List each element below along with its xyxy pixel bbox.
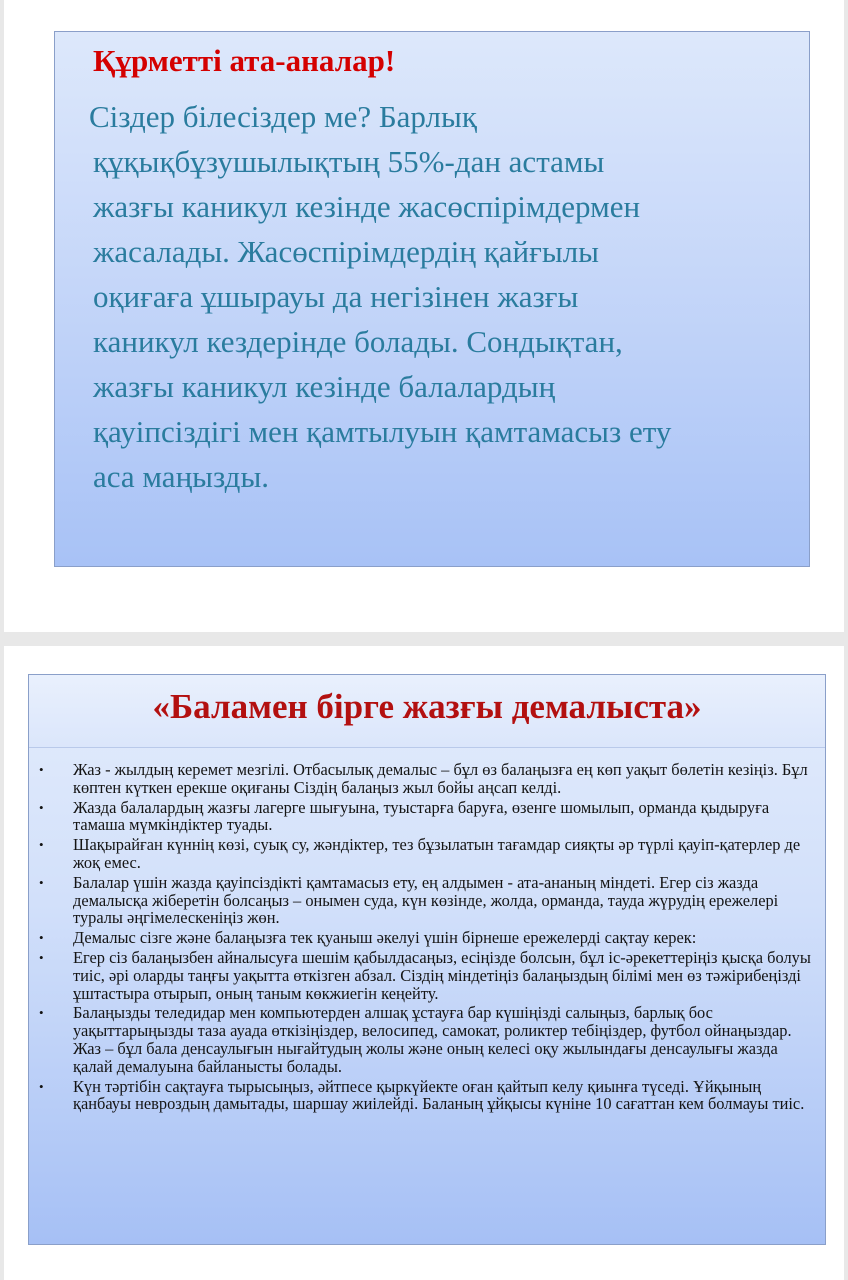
intro-line: Сіздер білесіздер ме? Барлық	[89, 99, 477, 134]
bullet-icon: •	[39, 1005, 44, 1021]
bullet-icon: •	[39, 874, 44, 890]
list-item-text: Егер сіз балаңызбен айналысуға шешім қабылдасаңыз, есіңізде болсын, бұл іс-әрекеттеріңіз қысқа болуы тиіс, әрі оларды таңғы уақытта өткізген абзал. Сіздің міндетіңіз балаңыздың білімі мен өз тәжірибеңізді ұштастыра отырып, оның таным көкжиегін кеңейту.	[73, 947, 811, 1003]
bullet-icon: •	[39, 1078, 44, 1094]
intro-line: аса маңызды.	[93, 459, 270, 494]
slide-summer-rest	[28, 674, 826, 1245]
intro-line: жазғы каникул кезінде балалардың	[93, 369, 556, 404]
list-item-text: Балалар үшін жазда қауіпсіздікті қамтамасыз ету, ең алдымен - ата-ананың міндеті. Егер сіз жазда демалысқа жіберетін болсаңыз – онымен суда, күн көзінде, жолда, орманда, тауда жүрудің ережелері туралы әңгімелескеніңіз жөн.	[73, 872, 779, 928]
intro-line: жасалады. Жасөспірімдердің қайғылы	[93, 234, 599, 269]
intro-line: құқықбұзушылықтың 55%-дан астамы	[93, 144, 605, 179]
list-item	[29, 929, 825, 947]
list-item-text: Жаз - жылдың керемет мезгілі. Отбасылық демалыс – бұл өз балаңызға ең көп уақыт бөлетін кезіңіз. Бұл көптен күткен ерекше оқиғаны Сіздің балаңыз жыл бойы аңсап келді.	[73, 760, 808, 797]
bullet-icon: •	[39, 837, 44, 853]
list-item	[29, 761, 825, 797]
list-item	[29, 1078, 825, 1114]
list-item-text: Шақырайған күннің көзі, суық су, жәндіктер, тез бұзылатын тағамдар сияқты әр түрлі қауіп-қатерлер де жоқ емес.	[73, 835, 801, 872]
list-item-text: Демалыс сізге және балаңызға тек қуаныш әкелуі үшін бірнеше ережелерді сақтау керек:	[73, 928, 697, 948]
page-2	[4, 646, 844, 1280]
intro-line: қауіпсіздігі мен қамтылуын қамтамасыз ету	[93, 414, 672, 449]
bullet-icon: •	[39, 799, 44, 815]
list-item-text: Жазда балалардың жазғы лагерге шығуына, туыстарға баруға, өзенге шомылып, орманда қыдыруға тамаша мүмкіндіктер туады.	[73, 797, 770, 835]
bullet-icon: •	[39, 930, 44, 946]
slide-title: «Баламен бірге жазғы демалыста»	[152, 687, 702, 726]
list-item	[29, 874, 825, 927]
list-item-text: Балаңызды теледидар мен компьютерден алшақ ұстауға бар күшіңізді салыңыз, барлық бос уақыттарыңызды таза ауада өткізіңіздер, велосипед, самокат, роликтер тебіңіздер, футбол ойнаңыздар. Жаз – бұл бала денсаулығын нығайтудың жолы және оның келесі оқу жылындағы денсаулығы жазда қалай демалуына байланысты болады.	[73, 1003, 792, 1076]
list-item	[29, 949, 825, 1002]
slide-parents-notice	[54, 31, 810, 567]
bullet-icon: •	[39, 762, 44, 777]
intro-paragraph	[89, 94, 805, 499]
intro-line: каникул кездерінде болады. Сондықтан,	[93, 324, 623, 359]
advice-list	[29, 761, 825, 1115]
list-item	[29, 799, 825, 835]
greeting-heading: Құрметті ата-аналар!	[93, 43, 396, 78]
list-item-text: Күн тәртібін сақтауға тырысыңыз, әйтпесе қыркүйекте оған қайтып келу қиынға түседі. Ұйқының қанбауы невроздың дамытады, шаршау жиілейді. Баланың ұйқысы күніне 10 сағаттан кем болмауы тиіс.	[73, 1076, 805, 1114]
list-item	[29, 1004, 825, 1075]
list-item	[29, 836, 825, 872]
intro-line: оқиғаға ұшырауы да негізінен жазғы	[93, 279, 579, 314]
intro-line: жазғы каникул кезінде жасөспірімдермен	[93, 189, 641, 224]
page-1	[4, 0, 844, 632]
bullet-icon: •	[39, 949, 44, 965]
